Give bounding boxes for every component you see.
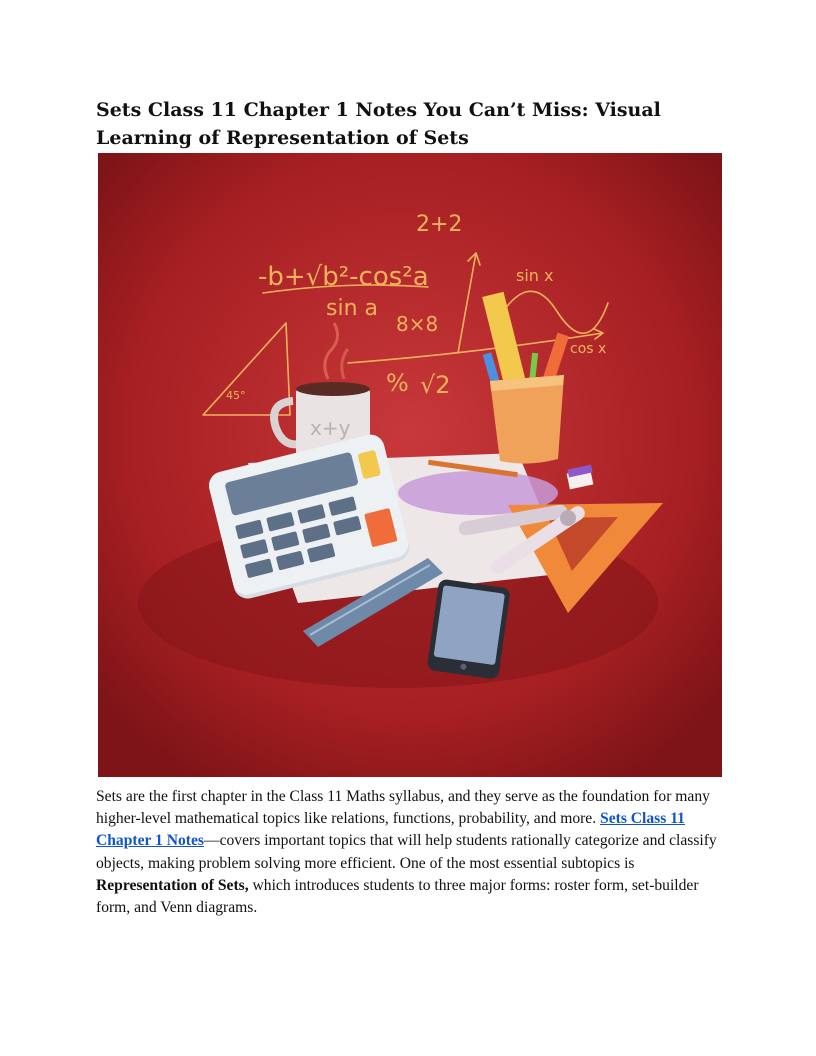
paragraph-text-end: which introduces students to three major forms: roster form, set-builder form, and Venn diagrams. [96,876,699,917]
formula-main: -b+√b²-cos²a [258,262,429,292]
angle-label: 45° [226,389,246,402]
math-desk-illustration [98,153,722,777]
paragraph-text-middle: —covers important topics that will help students rationally categorize and classify objects, making problem solving more efficient. One of the most essential subtopics is [96,832,717,872]
formula-top: 2+2 [416,212,463,237]
formula-cosx: cos x [570,341,607,357]
sets-notes-link[interactable]: Sets Class 11 Chapter 1 Notes [96,810,685,850]
formula-mult: 8×8 [396,312,439,336]
formula-sinx: sin x [516,266,554,285]
page-title: Sets Class 11 Chapter 1 Notes You Can’t Miss: Visual Learning of Representation of Sets [96,99,661,149]
smartphone [427,579,511,680]
formula-percent: % [386,369,409,397]
mug-label: x+y [310,416,351,440]
formula-sin: sin a [326,296,378,321]
hero-illustration [98,153,722,777]
paragraph-bold-text: Representation of Sets, [96,876,249,894]
intro-paragraph [96,786,724,919]
formula-sqrt: √2 [420,371,451,399]
paragraph-text-start: Sets are the first chapter in the Class 11 Maths syllabus, and they serve as the foundation for many higher-level mathematical topics like relations, functions, probability, and more. [96,788,710,828]
